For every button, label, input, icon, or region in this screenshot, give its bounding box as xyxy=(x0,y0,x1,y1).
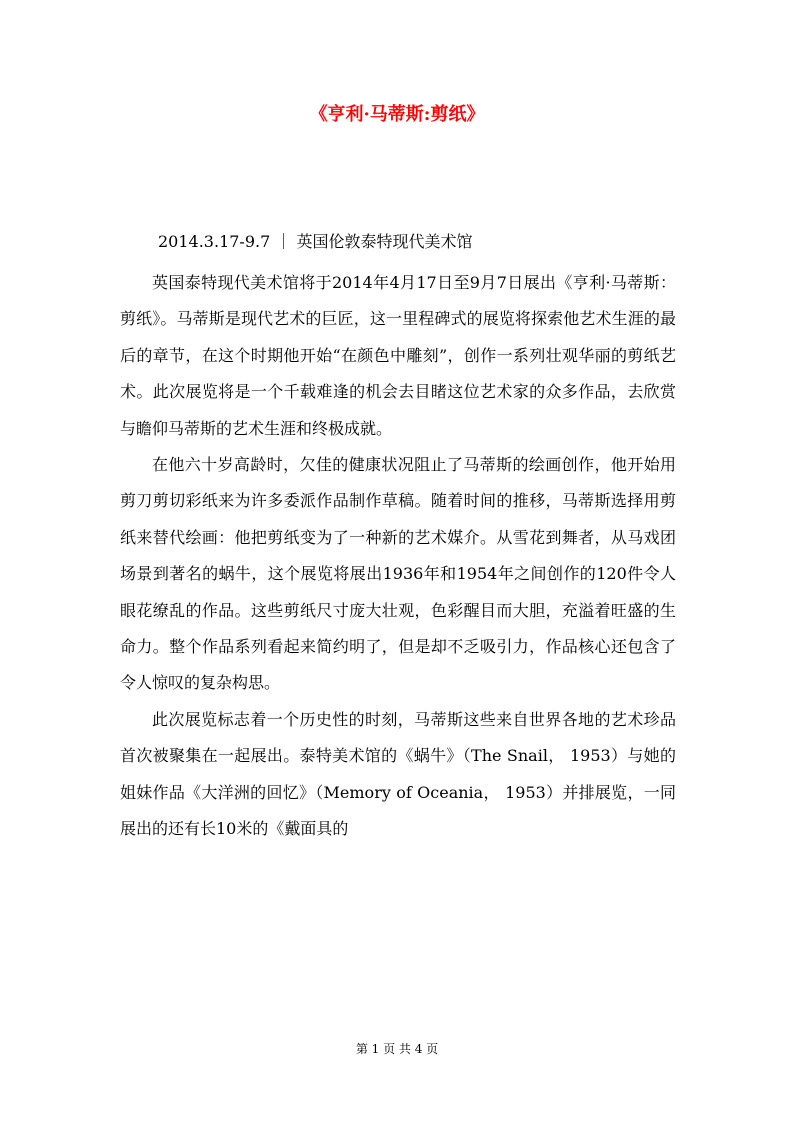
document-body xyxy=(120,265,676,848)
paragraph-historic-moment: 此次展览标志着一个历史性的时刻，马蒂斯这些来自世界各地的艺术珍品首次被聚集在一起展出。泰特美术馆的《蜗牛》（The Snail， 1953）与她的姐妹作品《大洋洲的回忆》（Memory of Oceania， 1953）并排展览，一同展出的还有长10米的《戴面具的 xyxy=(120,709,676,839)
document-title: 《亨利·马蒂斯:剪纸》 xyxy=(309,104,485,125)
page-footer: 第 1 页 共 4 页 xyxy=(355,1042,439,1056)
exhibition-date-venue: 2014.3.17-9.7 ｜ 英国伦敦泰特现代美术馆 xyxy=(158,232,473,251)
paragraph-cutouts-history: 在他六十岁高龄时，欠佳的健康状况阻止了马蒂斯的绘画创作，他开始用剪刀剪切彩纸来为许多委派作品制作草稿。随着时间的推移，马蒂斯选择用剪纸来替代绘画：他把剪纸变为了一种新的艺术媒介。从雪花到舞者，从马戏团场景到著名的蜗牛，这个展览将展出1936年和1954年之间创作的120件令人眼花缭乱的作品。这些剪纸尺寸庞大壮观，色彩醒目而大胆，充溢着旺盛的生命力。整个作品系列看起来简约明了，但是却不乏吸引力，作品核心还包含了令人惊叹的复杂构思。 xyxy=(120,455,676,693)
paragraph-intro: 英国泰特现代美术馆将于2014年4月17日至9月7日展出《亨利·马蒂斯：剪纸》。马蒂斯是现代艺术的巨匠，这一里程碑式的展览将探索他艺术生涯的最后的章节，在这个时期他开始“在颜色中雕刻”，创作一系列壮观华丽的剪纸艺术。此次展览将是一个千载难逢的机会去目睹这位艺术家的众多作品，去欣赏与瞻仰马蒂斯的艺术生涯和终极成就。 xyxy=(120,273,676,438)
